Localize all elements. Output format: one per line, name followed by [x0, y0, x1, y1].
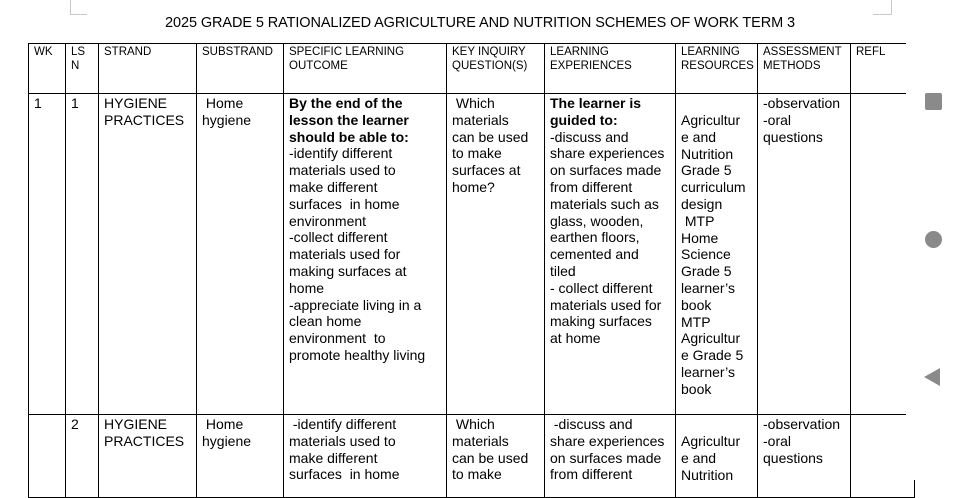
text-line: can be used [452, 128, 529, 145]
table-row [29, 415, 915, 498]
text-line: materials used for [289, 246, 401, 263]
cell-lsn: 2 [66, 415, 99, 498]
cell-strand: HYGIENE PRACTICES [99, 415, 197, 498]
text-line: home [289, 279, 325, 296]
text-line: Nutrition [681, 145, 734, 162]
text-line: materials used to [289, 432, 396, 449]
text-line: -identify different [289, 145, 393, 162]
text-line: book [681, 296, 712, 313]
text-line: e and [681, 449, 717, 466]
text-line: make different [289, 178, 378, 195]
text-line: Grade 5 [681, 162, 732, 179]
text-line: Nutrition [681, 466, 734, 483]
cell-substrand: Home hygiene [197, 415, 284, 498]
header-substrand: SUBSTRAND [197, 44, 284, 94]
outcome-list [289, 416, 441, 483]
text-line: Science [681, 246, 731, 263]
cell-reflection [851, 415, 915, 498]
text-line: environment [289, 212, 367, 229]
text-line: e and [681, 128, 717, 145]
stop-square-icon[interactable] [925, 93, 942, 110]
header-wk: WK [29, 44, 66, 94]
cell-resources [676, 94, 758, 415]
text-line: materials used for [550, 296, 662, 313]
text-line: guided to: [550, 111, 618, 128]
table-header-row [29, 44, 915, 94]
text-line: -discuss and [550, 128, 629, 145]
resources-text [681, 433, 752, 483]
header-inquiry: KEY INQUIRY QUESTION(S) [447, 44, 545, 94]
text-line: on surfaces made [550, 162, 662, 179]
assessment-text [763, 95, 845, 145]
outcome-intro [289, 95, 441, 145]
text-line: lesson the learner [289, 111, 409, 128]
cell-strand: HYGIENE PRACTICES [99, 94, 197, 415]
text-line: learner’s [681, 363, 735, 380]
text-line: from different [550, 178, 633, 195]
header-resources: LEARNING RESOURCES [676, 44, 758, 94]
text-line: making surfaces at [289, 262, 407, 279]
outcome-list [289, 145, 441, 363]
text-line: Agricultur [681, 112, 741, 128]
text-line: - collect different [550, 279, 653, 296]
text-line: on surfaces made [550, 449, 662, 466]
text-line: By the end of the [289, 95, 403, 111]
cell-inquiry [447, 94, 545, 415]
cell-lsn: 1 [66, 94, 99, 415]
cell-experiences [545, 94, 676, 415]
text-line: surfaces in home [289, 195, 400, 212]
text-line: can be used [452, 449, 529, 466]
inquiry-text [452, 95, 539, 196]
text-line: promote healthy living [289, 346, 426, 363]
text-line: design [681, 195, 723, 212]
table-row [29, 94, 915, 415]
text-line: Agricultur [681, 433, 741, 449]
cell-outcome [284, 415, 447, 498]
text-line: tiled [550, 262, 576, 279]
text-line: materials such as [550, 195, 659, 212]
text-line: making surfaces [550, 313, 652, 330]
home-circle-icon[interactable] [925, 231, 942, 248]
experiences-list [550, 129, 670, 347]
text-line: to make [452, 466, 502, 483]
cell-reflection [851, 94, 915, 415]
text-line: glass, wooden, [550, 212, 644, 229]
text-line: Grade 5 [681, 263, 732, 280]
text-line: Which [452, 416, 495, 432]
text-line: Which [452, 95, 495, 111]
text-line: Agricultur [681, 330, 741, 347]
text-line: to make [452, 145, 502, 162]
text-line: -observation [763, 95, 841, 111]
text-line: at home [550, 330, 601, 347]
header-experiences: LEARNING EXPERIENCES [545, 44, 676, 94]
text-line: share experiences [550, 145, 665, 162]
text-line: from different [550, 466, 633, 483]
document-title: 2025 GRADE 5 RATIONALIZED AGRICULTURE AND NUTRITION SCHEMES OF WORK TERM 3 [165, 15, 795, 31]
header-lsn: LS N [66, 44, 99, 94]
text-line: Home [681, 229, 719, 246]
header-outcome: SPECIFIC LEARNING OUTCOME [284, 44, 447, 94]
text-line: questions [763, 128, 823, 145]
text-line: -oral [763, 111, 792, 128]
back-triangle-icon[interactable] [924, 368, 940, 386]
header-strand: STRAND [99, 44, 197, 94]
text-line: -discuss and [550, 416, 633, 432]
cell-assessment [758, 94, 851, 415]
text-line: curriculum [681, 179, 746, 196]
text-line: materials [452, 111, 509, 128]
cell-resources [676, 415, 758, 498]
text-line: -observation [763, 416, 841, 432]
text-line: environment to [289, 330, 386, 347]
text-line: surfaces at [452, 162, 521, 179]
text-line: clean home [289, 313, 362, 330]
cell-substrand: Home hygiene [197, 94, 284, 415]
text-line: earthen floors, [550, 229, 640, 246]
text-line: surfaces in home [289, 466, 400, 483]
cell-experiences [545, 415, 676, 498]
text-line: -oral [763, 432, 792, 449]
experiences-intro [550, 95, 670, 129]
header-reflection: REFL [851, 44, 915, 94]
assessment-text [763, 416, 845, 466]
text-line: e Grade 5 [681, 347, 744, 364]
resources-text [681, 112, 752, 398]
text-line: MTP [681, 313, 711, 330]
schemes-table [28, 43, 915, 498]
text-line: -collect different [289, 229, 388, 246]
text-line: learner’s [681, 279, 735, 296]
text-line: home? [452, 178, 495, 195]
text-line: make different [289, 449, 378, 466]
text-line: -appreciate living in a [289, 296, 422, 313]
page-corner-mark [873, 0, 892, 15]
text-line: MTP [681, 212, 715, 229]
inquiry-text [452, 416, 539, 483]
cell-outcome [284, 94, 447, 415]
text-line: -identify different [289, 416, 397, 432]
text-line: cemented and [550, 246, 639, 263]
header-assessment: ASSESSMENT METHODS [758, 44, 851, 94]
text-line: materials [452, 432, 509, 449]
text-line: questions [763, 449, 823, 466]
cell-inquiry [447, 415, 545, 498]
text-line: book [681, 380, 712, 397]
text-line: should be able to: [289, 128, 409, 145]
text-line: The learner is [550, 95, 642, 111]
text-line: materials used to [289, 162, 396, 179]
page-corner-mark [70, 0, 87, 15]
cell-wk: 1 [29, 94, 66, 415]
cell-assessment [758, 415, 851, 498]
cell-wk [29, 415, 66, 498]
experiences-list [550, 416, 670, 483]
text-line: share experiences [550, 432, 665, 449]
